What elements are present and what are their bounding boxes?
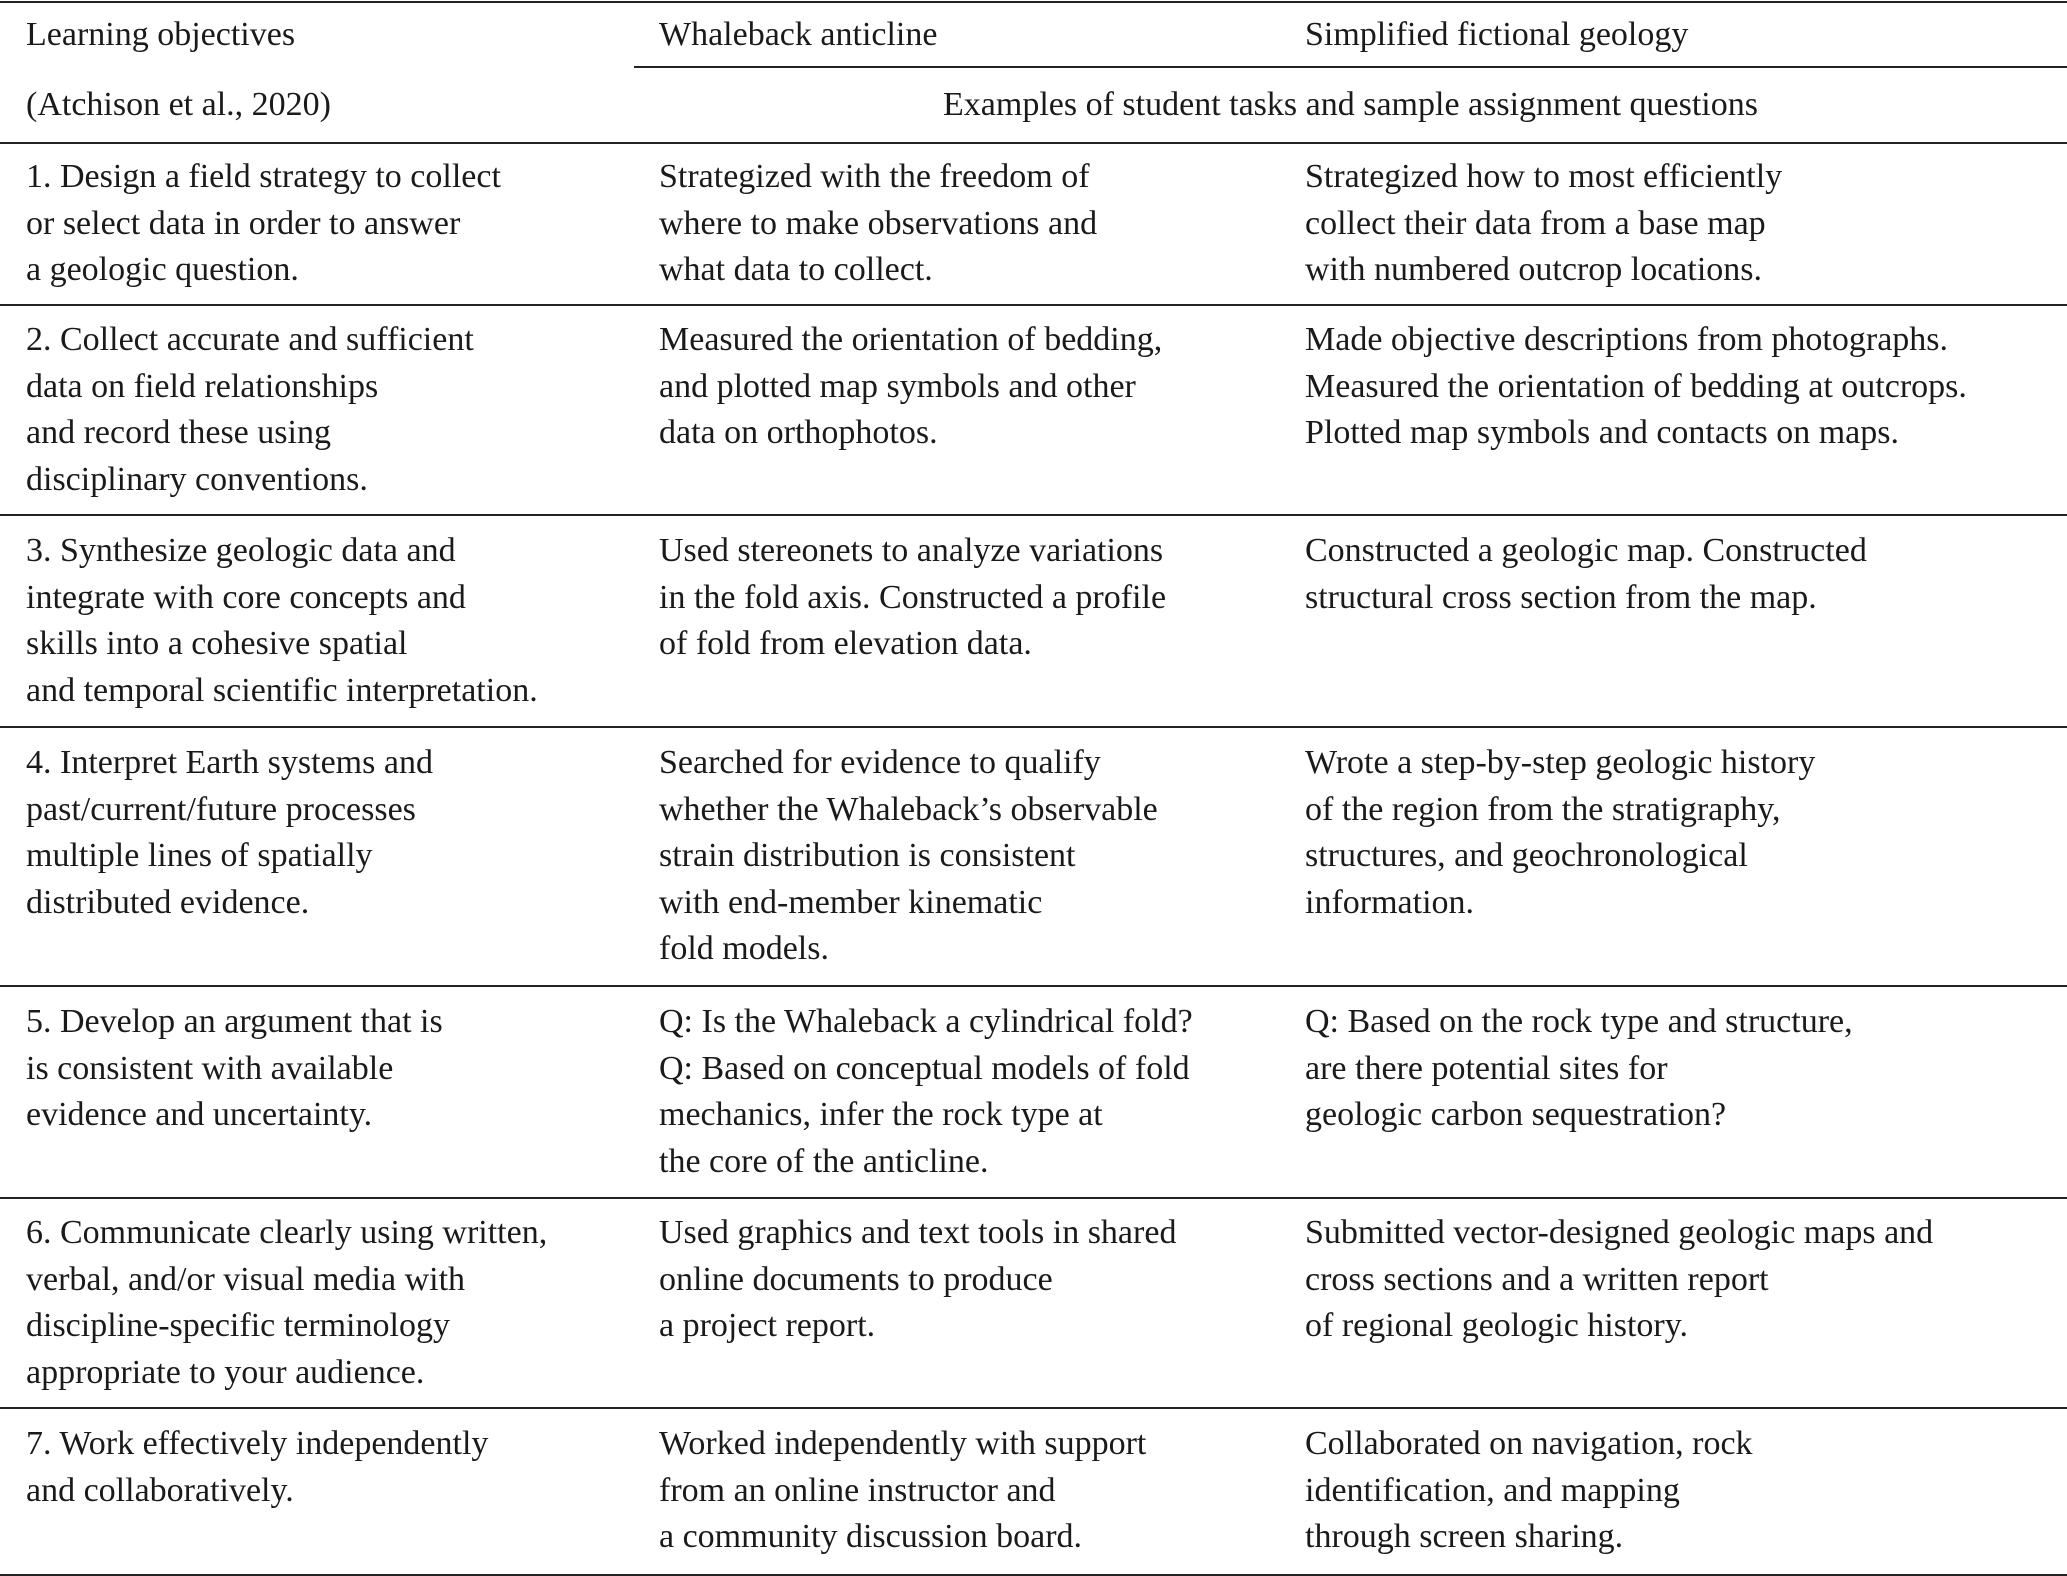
row-3-whaleback: Used stereonets to analyze variations in the fold axis. Constructed a profile of fold from elevation data.: [659, 532, 1167, 662]
header-spanner-examples: Examples of student tasks and sample assignment questions: [943, 86, 1758, 123]
row-6-objective: 6. Communicate clearly using written, verbal, and/or visual media with discipline-specific terminology appropriate to your audience.: [26, 1214, 548, 1391]
row-2-whaleback: Measured the orientation of bedding, and plotted map symbols and other data on orthophotos.: [659, 321, 1163, 451]
row-divider-2: [0, 514, 2067, 516]
header-citation: (Atchison et al., 2020): [26, 86, 331, 123]
row-7-objective: 7. Work effectively independently and collaboratively.: [26, 1425, 489, 1509]
row-4-fictional: Wrote a step-by-step geologic history of the region from the stratigraphy, structures, and geochronological information.: [1305, 744, 1816, 921]
row-4-whaleback: Searched for evidence to qualify whether the Whaleback’s observable strain distribution is consistent with end-member kinematic fold models.: [659, 744, 1158, 967]
row-divider-4: [0, 985, 2067, 987]
row-2-objective: 2. Collect accurate and sufficient data on field relationships and record these using disciplinary conventions.: [26, 321, 474, 498]
row-1-fictional: Strategized how to most efficiently collect their data from a base map with numbered outcrop locations.: [1305, 158, 1783, 288]
row-divider-5: [0, 1197, 2067, 1199]
row-7-whaleback: Worked independently with support from an online instructor and a community discussion board.: [659, 1425, 1147, 1555]
row-1-whaleback: Strategized with the freedom of where to make observations and what data to collect.: [659, 158, 1098, 288]
header-bottom-rule: [0, 142, 2067, 144]
row-4-objective: 4. Interpret Earth systems and past/current/future processes multiple lines of spatially distributed evidence.: [26, 744, 433, 921]
header-learning-objectives: Learning objectives: [26, 16, 296, 53]
header-simplified-fictional-geology: Simplified fictional geology: [1305, 16, 1689, 53]
row-divider-6: [0, 1407, 2067, 1409]
top-rule: [0, 1, 2067, 3]
row-6-fictional: Submitted vector-designed geologic maps and cross sections and a written report of regional geologic history.: [1305, 1214, 1934, 1344]
row-3-objective: 3. Synthesize geologic data and integrate with core concepts and skills into a cohesive spatial and temporal scientific interpretation.: [26, 532, 538, 709]
row-1-objective: 1. Design a field strategy to collect or select data in order to answer a geologic question.: [26, 158, 501, 288]
row-6-whaleback: Used graphics and text tools in shared online documents to produce a project report.: [659, 1214, 1177, 1344]
row-divider-1: [0, 304, 2067, 306]
row-2-fictional: Made objective descriptions from photographs. Measured the orientation of bedding at outcrops. Plotted map symbols and contacts on maps.: [1305, 321, 1967, 451]
row-5-objective: 5. Develop an argument that is is consistent with available evidence and uncertainty.: [26, 1003, 443, 1133]
row-5-fictional: Q: Based on the rock type and structure, are there potential sites for geologic carbon sequestration?: [1305, 1003, 1853, 1133]
header-whaleback-anticline: Whaleback anticline: [659, 16, 938, 53]
row-7-fictional: Collaborated on navigation, rock identification, and mapping through screen sharing.: [1305, 1425, 1753, 1555]
row-3-fictional: Constructed a geologic map. Constructed structural cross section from the map.: [1305, 532, 1867, 616]
row-5-whaleback: Q: Is the Whaleback a cylindrical fold? Q: Based on conceptual models of fold mechanics, infer the rock type at the core of the anticline.: [659, 1003, 1193, 1180]
row-divider-3: [0, 726, 2067, 728]
spanner-rule: [634, 66, 2067, 68]
